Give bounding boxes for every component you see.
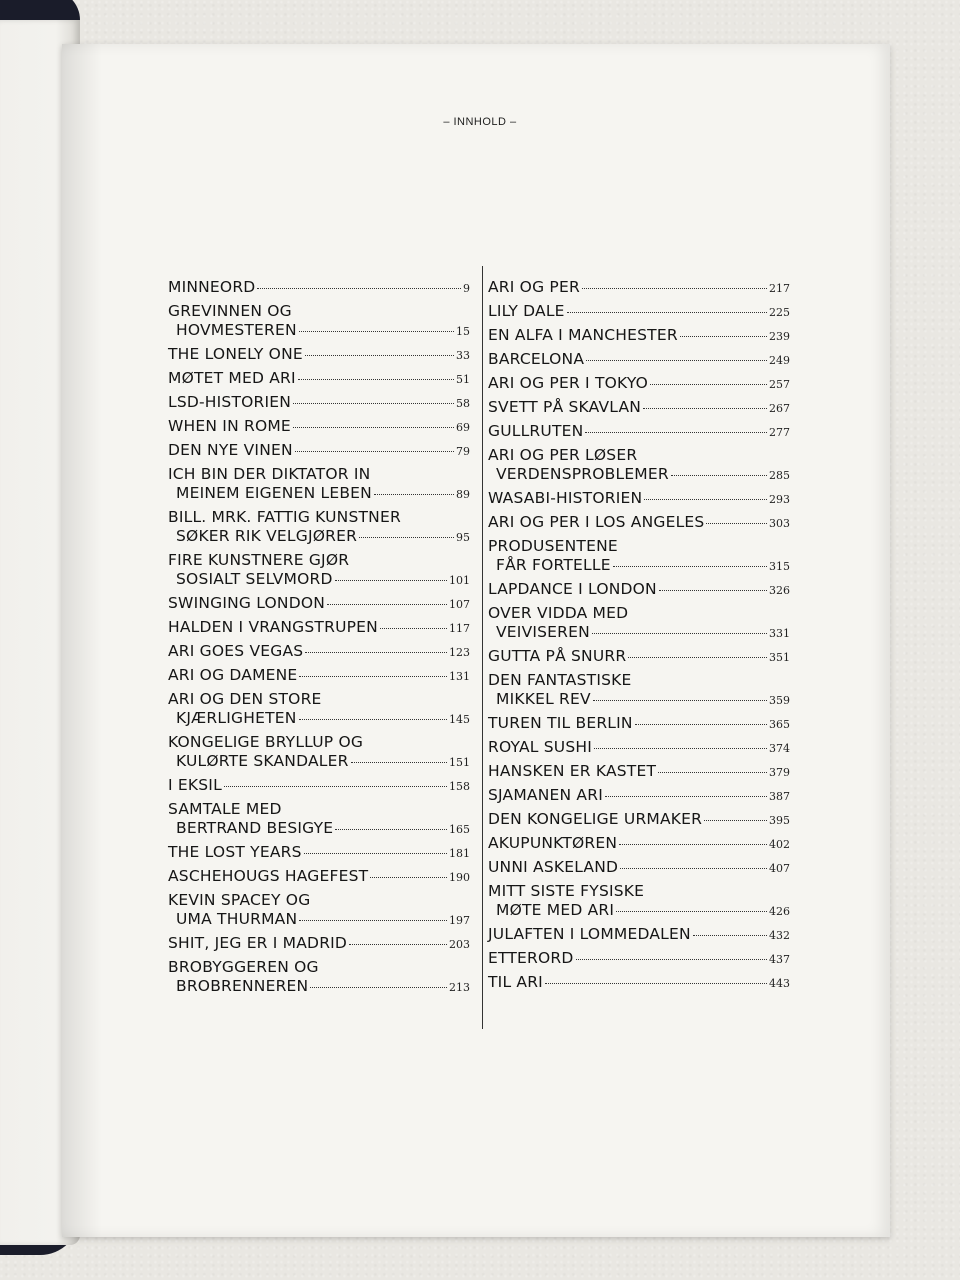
toc-entry: [488, 489, 790, 508]
dot-leader: [628, 657, 767, 658]
toc-entry: [168, 934, 470, 953]
toc-entry: [168, 278, 470, 297]
toc-page-number: 151: [449, 756, 470, 769]
toc-entry-title: DEN FANTASTISKE: [488, 671, 632, 689]
toc-entry-row: [168, 642, 470, 661]
toc-page-number: 15: [456, 325, 470, 338]
toc-entry-row: [488, 762, 790, 781]
toc-entry: [488, 762, 790, 781]
toc-entry-title: DEN KONGELIGE URMAKER: [488, 810, 703, 828]
dot-leader: [299, 920, 447, 921]
toc-page-number: 277: [769, 426, 790, 439]
toc-page-number: 33: [456, 349, 470, 362]
toc-entry-title: SHIT, JEG ER I MADRID: [168, 934, 348, 952]
toc-entry-title: AKUPUNKTØREN: [488, 834, 618, 852]
toc-entry-title: SJAMANEN ARI: [488, 786, 603, 804]
toc-page-number: 432: [769, 929, 790, 942]
dot-leader: [304, 853, 447, 854]
toc-entry-title: MINNEORD: [168, 278, 256, 296]
toc-entry: [488, 647, 790, 666]
toc-entry-title: SWINGING LONDON: [168, 594, 326, 612]
toc-entry-row: [168, 484, 470, 503]
dot-leader: [298, 379, 454, 380]
dot-leader: [305, 355, 454, 356]
toc-entry-title: ARI OG PER LØSER: [488, 446, 638, 464]
toc-page-number: 190: [449, 871, 470, 884]
toc-page-number: 117: [449, 622, 470, 635]
toc-entry: [168, 417, 470, 436]
toc-page-number: 217: [769, 282, 790, 295]
toc-entry: [488, 446, 790, 484]
toc-entry: [168, 393, 470, 412]
toc-entry: [488, 374, 790, 393]
toc-entry-row: [168, 417, 470, 436]
toc-page-number: 303: [769, 517, 790, 530]
dot-leader: [299, 331, 454, 332]
toc-entry-row: [488, 513, 790, 532]
column-divider: [482, 266, 483, 1029]
toc-entry-title: ETTERORD: [488, 949, 574, 967]
toc-page-number: 165: [449, 823, 470, 836]
toc-entry-title: FIRE KUNSTNERE GJØR: [168, 551, 350, 569]
toc-page-number: 51: [456, 373, 470, 386]
toc-page-number: 181: [449, 847, 470, 860]
toc-entry-row: [168, 977, 470, 996]
toc-entry-title: ARI OG PER I TOKYO: [488, 374, 649, 392]
toc-page-number: 89: [456, 488, 470, 501]
toc-entry: [488, 949, 790, 968]
toc-entry-row: [168, 819, 470, 838]
dot-leader: [620, 868, 767, 869]
toc-entry-title: BROBYGGEREN OG: [168, 958, 319, 976]
toc-entry-row: [488, 422, 790, 441]
toc-page-number: 58: [456, 397, 470, 410]
toc-entry: [168, 369, 470, 388]
toc-entry-title: ICH BIN DER DIKTATOR IN: [168, 465, 371, 483]
dot-leader: [644, 499, 767, 500]
toc-page-number: 285: [769, 469, 790, 482]
toc-entry: [488, 278, 790, 297]
toc-entry-row: [488, 623, 790, 642]
toc-page-number: 326: [769, 584, 790, 597]
dot-leader: [706, 523, 767, 524]
toc-entry-title: MØTET MED ARI: [168, 369, 296, 387]
toc-entry-row: [168, 345, 470, 364]
dot-leader: [327, 604, 447, 605]
toc-page-number: 69: [456, 421, 470, 434]
toc-entry-title: ARI OG PER: [488, 278, 580, 296]
dot-leader: [643, 408, 767, 409]
toc-entry-title: WASABI-HISTORIEN: [488, 489, 643, 507]
toc-page-number: 107: [449, 598, 470, 611]
toc-entry: [488, 422, 790, 441]
toc-page-number: 9: [463, 282, 470, 295]
toc-page-number: 359: [769, 694, 790, 707]
toc-page-number: 145: [449, 713, 470, 726]
toc-entry-title: OVER VIDDA MED: [488, 604, 629, 622]
toc-entry-row: [168, 441, 470, 460]
toc-entry-title: KJÆRLIGHETEN: [176, 709, 297, 727]
toc-entry-title: THE LONELY ONE: [168, 345, 303, 363]
toc-entry-row: [168, 618, 470, 637]
dot-leader: [295, 451, 454, 452]
toc-page-number: 293: [769, 493, 790, 506]
toc-entry-row: [168, 934, 470, 953]
dot-leader: [659, 590, 767, 591]
toc-entry: [488, 326, 790, 345]
toc-entry-title: SVETT PÅ SKAVLAN: [488, 398, 642, 416]
toc-entry: [168, 618, 470, 637]
dot-leader: [635, 724, 767, 725]
dot-leader: [349, 944, 447, 945]
toc-entry: [488, 858, 790, 877]
toc-entry-title: TUREN TIL BERLIN: [488, 714, 633, 732]
toc-page-number: 365: [769, 718, 790, 731]
toc-entry: [488, 604, 790, 642]
toc-entry: [168, 690, 470, 728]
dot-leader: [594, 748, 767, 749]
toc-entry: [488, 810, 790, 829]
toc-entry-title: GUTTA PÅ SNURR: [488, 647, 627, 665]
dot-leader: [359, 537, 454, 538]
dot-leader: [585, 432, 767, 433]
toc-entry: [168, 465, 470, 503]
toc-entry: [488, 925, 790, 944]
toc-entry-title: ARI OG DEN STORE: [168, 690, 322, 708]
toc-entry: [488, 786, 790, 805]
toc-entry-title: HOVMESTEREN: [176, 321, 297, 339]
dot-leader: [693, 935, 767, 936]
toc-entry: [168, 843, 470, 862]
toc-entry-title: ARI OG PER I LOS ANGELES: [488, 513, 705, 531]
toc-entry-title: ARI OG DAMENE: [168, 666, 298, 684]
toc-entry-title: LAPDANCE I LONDON: [488, 580, 657, 598]
toc-entry-row: [488, 489, 790, 508]
toc-entry-title: GREVINNEN OG: [168, 302, 292, 320]
dot-leader: [293, 403, 454, 404]
dot-leader: [299, 676, 447, 677]
toc-entry-row: [168, 709, 470, 728]
toc-entry-row: [488, 925, 790, 944]
toc-page-number: 351: [769, 651, 790, 664]
toc-entry-row: [168, 278, 470, 297]
dot-leader: [582, 288, 767, 289]
toc-left-column: [168, 278, 470, 1001]
toc-entry-row: [488, 690, 790, 709]
toc-entry: [168, 666, 470, 685]
toc-entry-title: MEINEM EIGENEN LEBEN: [176, 484, 372, 502]
toc-entry-row: [488, 278, 790, 297]
dot-leader: [613, 566, 767, 567]
toc-entry-row: [488, 714, 790, 733]
toc-entry-row: [488, 810, 790, 829]
dot-leader: [335, 829, 447, 830]
toc-entry-title: MITT SISTE FYSISKE: [488, 882, 645, 900]
dot-leader: [310, 987, 447, 988]
toc-page-number: 379: [769, 766, 790, 779]
page-header: – INNHOLD –: [443, 116, 517, 128]
toc-entry-row: [488, 949, 790, 968]
toc-entry-title: PRODUSENTENE: [488, 537, 618, 555]
toc-entry-row: [488, 738, 790, 757]
toc-entry-title: I EKSIL: [168, 776, 222, 794]
toc-entry-row: [168, 843, 470, 862]
toc-entry-row: [488, 398, 790, 417]
toc-entry-title: SAMTALE MED: [168, 800, 282, 818]
toc-page-number: 257: [769, 378, 790, 391]
toc-entry-title: BILL. MRK. FATTIG KUNSTNER: [168, 508, 401, 526]
toc-entry-title: VERDENSPROBLEMER: [496, 465, 669, 483]
dot-leader: [567, 312, 767, 313]
toc-entry-title: HANSKEN ER KASTET: [488, 762, 657, 780]
toc-entry-title: LILY DALE: [488, 302, 565, 320]
toc-entry: [168, 867, 470, 886]
toc-entry-row: [488, 465, 790, 484]
toc-entry-row: [168, 910, 470, 929]
dot-leader: [704, 820, 767, 821]
toc-entry: [168, 733, 470, 771]
toc-entry: [168, 642, 470, 661]
toc-entry-row: [168, 369, 470, 388]
toc-entry-title: ROYAL SUSHI: [488, 738, 593, 756]
toc-page-number: 225: [769, 306, 790, 319]
toc-page-number: 203: [449, 938, 470, 951]
toc-entry: [168, 551, 470, 589]
toc-page-number: 95: [456, 531, 470, 544]
toc-entry: [488, 738, 790, 757]
dot-leader: [299, 719, 447, 720]
toc-entry-row: [488, 786, 790, 805]
toc-entry: [168, 441, 470, 460]
dot-leader: [671, 475, 767, 476]
toc-entry: [168, 302, 470, 340]
toc-entry-title: JULAFTEN I LOMMEDALEN: [488, 925, 691, 943]
toc-entry-row: [488, 973, 790, 992]
toc-page-number: 239: [769, 330, 790, 343]
dot-leader: [619, 844, 767, 845]
toc-entry: [168, 891, 470, 929]
toc-entry: [488, 350, 790, 369]
toc-entry: [488, 580, 790, 599]
toc-page-number: 437: [769, 953, 790, 966]
toc-entry: [488, 537, 790, 575]
dot-leader: [370, 877, 447, 878]
toc-page-number: 158: [449, 780, 470, 793]
dot-leader: [335, 580, 447, 581]
toc-entry-row: [488, 647, 790, 666]
toc-entry-title: ARI GOES VEGAS: [168, 642, 304, 660]
toc-entry-title: HALDEN I VRANGSTRUPEN: [168, 618, 378, 636]
toc-entry: [488, 834, 790, 853]
toc-entry-title: KEVIN SPACEY OG: [168, 891, 311, 909]
toc-entry-row: [168, 321, 470, 340]
toc-page-number: 395: [769, 814, 790, 827]
toc-entry: [488, 302, 790, 321]
toc-page-number: 267: [769, 402, 790, 415]
toc-entry-title: BROBRENNEREN: [176, 977, 309, 995]
dot-leader: [605, 796, 767, 797]
dot-leader: [650, 384, 767, 385]
toc-entry-row: [488, 858, 790, 877]
toc-page-number: 197: [449, 914, 470, 927]
toc-entry-row: [168, 570, 470, 589]
toc-entry-row: [488, 901, 790, 920]
dot-leader: [380, 628, 447, 629]
toc-entry: [488, 671, 790, 709]
dot-leader: [593, 700, 767, 701]
toc-entry-row: [168, 752, 470, 771]
toc-entry-title: THE LOST YEARS: [168, 843, 302, 861]
toc-entry: [168, 345, 470, 364]
toc-entry-title: MØTE MED ARI: [496, 901, 615, 919]
toc-entry-row: [168, 666, 470, 685]
toc-entry-row: [488, 834, 790, 853]
toc-entry-title: KULØRTE SKANDALER: [176, 752, 349, 770]
toc-entry-title: FÅR FORTELLE: [496, 556, 611, 574]
toc-page-number: 101: [449, 574, 470, 587]
toc-entry: [488, 714, 790, 733]
toc-entry-row: [168, 776, 470, 795]
toc-entry-row: [168, 393, 470, 412]
dot-leader: [586, 360, 767, 361]
toc-entry-title: BERTRAND BESIGYE: [176, 819, 334, 837]
dot-leader: [680, 336, 767, 337]
toc-page-number: 79: [456, 445, 470, 458]
toc-page-number: 402: [769, 838, 790, 851]
dot-leader: [305, 652, 447, 653]
toc-entry: [168, 508, 470, 546]
toc-entry-title: VEIVISEREN: [496, 623, 590, 641]
toc-entry-row: [488, 580, 790, 599]
toc-page-number: 374: [769, 742, 790, 755]
toc-entry: [168, 594, 470, 613]
toc-entry-row: [488, 302, 790, 321]
dot-leader: [658, 772, 767, 773]
dot-leader: [576, 959, 767, 960]
toc-entry: [488, 513, 790, 532]
toc-entry-title: SOSIALT SELVMORD: [176, 570, 333, 588]
toc-page-number: 123: [449, 646, 470, 659]
toc-entry-title: KONGELIGE BRYLLUP OG: [168, 733, 364, 751]
toc-entry-row: [168, 594, 470, 613]
dot-leader: [293, 427, 454, 428]
toc-entry-title: LSD-HISTORIEN: [168, 393, 292, 411]
toc-entry-row: [488, 326, 790, 345]
toc-entry: [168, 800, 470, 838]
toc-page-number: 315: [769, 560, 790, 573]
toc-right-column: [488, 278, 790, 997]
toc-entry: [168, 958, 470, 996]
toc-entry-title: UNNI ASKELAND: [488, 858, 619, 876]
toc-entry-row: [488, 556, 790, 575]
toc-page-number: 331: [769, 627, 790, 640]
toc-page-number: 249: [769, 354, 790, 367]
toc-entry: [488, 973, 790, 992]
toc-entry-title: EN ALFA I MANCHESTER: [488, 326, 678, 344]
toc-entry-row: [168, 527, 470, 546]
toc-entry-title: GULLRUTEN: [488, 422, 584, 440]
toc-entry-title: DEN NYE VINEN: [168, 441, 293, 459]
toc-entry-row: [168, 867, 470, 886]
toc-entry-title: UMA THURMAN: [176, 910, 298, 928]
toc-page-number: 387: [769, 790, 790, 803]
dot-leader: [224, 786, 447, 787]
toc-entry: [488, 882, 790, 920]
toc-page-number: 407: [769, 862, 790, 875]
dot-leader: [616, 911, 767, 912]
toc-page-number: 443: [769, 977, 790, 990]
toc-entry-row: [488, 350, 790, 369]
toc-entry-title: WHEN IN ROME: [168, 417, 291, 435]
toc-entry-title: ASCHEHOUGS HAGEFEST: [168, 867, 369, 885]
dot-leader: [545, 983, 767, 984]
dot-leader: [592, 633, 767, 634]
toc-entry: [168, 776, 470, 795]
dot-leader: [257, 288, 461, 289]
toc-entry-row: [488, 374, 790, 393]
toc-page-number: 131: [449, 670, 470, 683]
toc-entry-title: SØKER RIK VELGJØRER: [176, 527, 358, 545]
toc-entry: [488, 398, 790, 417]
dot-leader: [351, 762, 447, 763]
toc-entry-title: TIL ARI: [488, 973, 543, 991]
toc-entry-title: BARCELONA: [488, 350, 585, 368]
toc-entry-title: MIKKEL REV: [496, 690, 591, 708]
toc-page-number: 426: [769, 905, 790, 918]
toc-page-number: 213: [449, 981, 470, 994]
dot-leader: [374, 494, 454, 495]
